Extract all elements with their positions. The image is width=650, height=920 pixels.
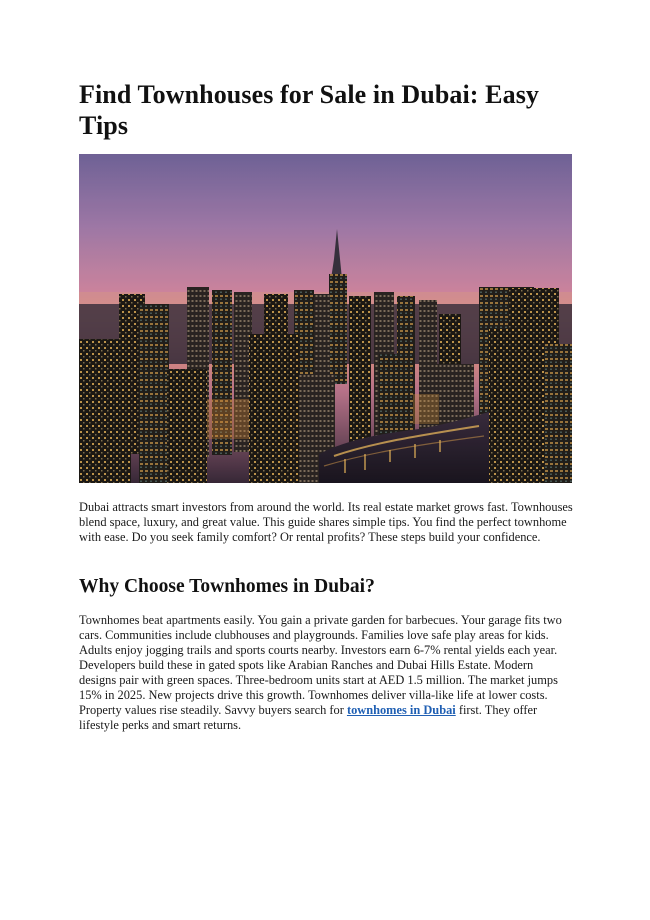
page-title: Find Townhouses for Sale in Dubai: Easy Tips bbox=[79, 80, 540, 140]
hero-image bbox=[79, 154, 572, 483]
section-heading: Why Choose Townhomes in Dubai? bbox=[79, 576, 375, 597]
section-body-paragraph bbox=[79, 613, 573, 733]
body-text-after-link: first. They offer lifestyle perks and smart returns. bbox=[79, 703, 538, 732]
dubai-skyline-illustration bbox=[79, 154, 572, 483]
body-text-before-link: Townhomes beat apartments easily. You gain a private garden for barbecues. Your garage fits two cars. Communities include clubhouses and playgrounds. Families love safe play areas for kids. Adults enjoy jogging trails and sports courts nearby. Investors earn 6-7% rental yields each year. Developers build these in gated spots like Arabian Ranches and Dubai Hills Estate. Modern designs pair with green spaces. Three-bedroom units start at AED 1.5 million. The market jumps 15% in 2025. New projects drive this growth. Townhomes deliver villa-like life at lower costs. Property values rise steadily. Savvy buyers search for bbox=[79, 613, 562, 717]
townhomes-in-dubai-link[interactable]: townhomes in Dubai bbox=[346, 703, 456, 717]
intro-paragraph: Dubai attracts smart investors from around the world. Its real estate market grows fast. Townhouses blend space, luxury, and great value. This guide shares simple tips. You find the perfect townhome with ease. Do you seek family comfort? Or rental profits? These steps build your confidence. bbox=[79, 500, 573, 544]
